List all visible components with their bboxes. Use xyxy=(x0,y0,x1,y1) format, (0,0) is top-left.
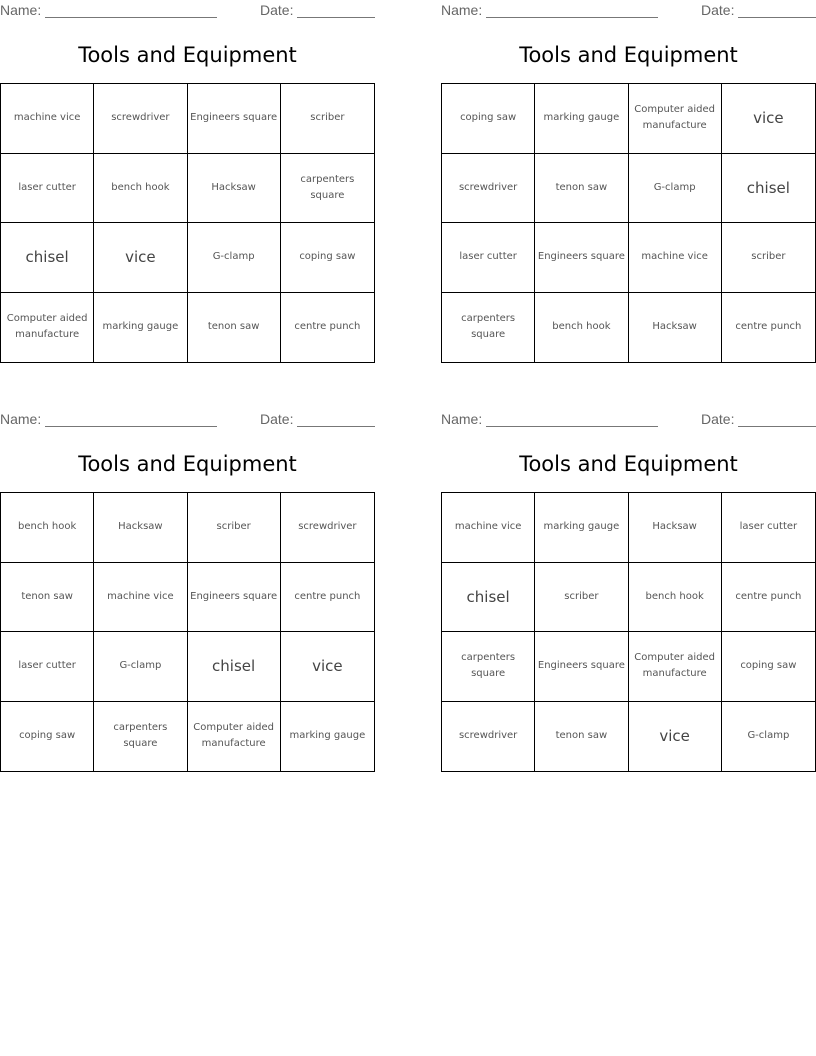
bingo-cell[interactable]: machine vice xyxy=(629,223,722,293)
bingo-cell[interactable]: Hacksaw xyxy=(629,493,722,563)
name-date-line xyxy=(441,2,816,20)
bingo-cell[interactable]: scriber xyxy=(188,493,281,563)
bingo-cell[interactable]: bench hook xyxy=(629,563,722,633)
bingo-cell[interactable]: carpenters square xyxy=(442,293,535,363)
bingo-cell[interactable]: bench hook xyxy=(94,154,187,224)
bingo-cell[interactable]: vice xyxy=(281,632,374,702)
bingo-cell[interactable]: coping saw xyxy=(1,702,94,772)
card-title: Tools and Equipment xyxy=(78,43,297,67)
bingo-cell[interactable]: centre punch xyxy=(735,321,802,333)
name-blank[interactable] xyxy=(45,17,217,18)
bingo-cell[interactable]: centre punch xyxy=(281,563,374,633)
bingo-cell[interactable]: Computer aided manufacture xyxy=(629,84,722,154)
bingo-cell[interactable]: screwdriver xyxy=(281,493,374,563)
name-label: Name: xyxy=(441,2,483,18)
bingo-cell[interactable]: laser cutter xyxy=(442,223,535,293)
name-blank[interactable] xyxy=(486,17,658,18)
bingo-cell[interactable]: Engineers square xyxy=(535,223,628,293)
bingo-cell[interactable]: tenon saw xyxy=(188,293,281,363)
bingo-cell[interactable]: machine vice xyxy=(1,84,94,154)
bingo-cell[interactable]: screwdriver xyxy=(94,84,187,154)
bingo-cell[interactable]: tenon saw xyxy=(1,563,94,633)
card-title: Tools and Equipment xyxy=(78,452,297,476)
date-label: Date: xyxy=(260,2,294,18)
bingo-card xyxy=(441,0,816,341)
bingo-cell[interactable]: chisel xyxy=(442,563,535,633)
bingo-cell[interactable]: marking gauge xyxy=(289,730,366,742)
bingo-grid xyxy=(0,83,375,363)
date-label: Date: xyxy=(701,2,735,18)
bingo-cell[interactable]: Computer aided manufacture xyxy=(629,632,722,702)
date-blank[interactable] xyxy=(297,17,375,18)
bingo-cell[interactable]: Hacksaw xyxy=(629,293,722,363)
name-label: Name: xyxy=(0,411,42,427)
bingo-cell[interactable]: chisel xyxy=(1,223,94,293)
bingo-cell[interactable]: marking gauge xyxy=(535,493,628,563)
date-blank[interactable] xyxy=(738,17,816,18)
bingo-cell[interactable]: centre punch xyxy=(294,321,361,333)
bingo-cell[interactable]: marking gauge xyxy=(535,84,628,154)
bingo-grid xyxy=(441,83,816,363)
bingo-cell[interactable]: vice xyxy=(722,84,815,154)
date-label: Date: xyxy=(260,411,294,427)
name-date-line xyxy=(0,411,375,429)
bingo-grid xyxy=(0,492,375,772)
bingo-cell[interactable]: coping saw xyxy=(281,223,374,293)
bingo-cell[interactable]: laser cutter xyxy=(1,154,94,224)
bingo-cell[interactable]: centre punch xyxy=(722,563,815,633)
bingo-cell[interactable]: machine vice xyxy=(442,493,535,563)
bingo-cell[interactable]: coping saw xyxy=(722,632,815,702)
name-date-line xyxy=(441,411,816,429)
bingo-cell[interactable]: Hacksaw xyxy=(188,154,281,224)
bingo-cell[interactable]: Computer aided manufacture xyxy=(1,293,94,363)
bingo-cell[interactable]: scriber xyxy=(722,223,815,293)
name-blank[interactable] xyxy=(486,426,658,427)
name-date-line xyxy=(0,2,375,20)
bingo-cell[interactable]: carpenters square xyxy=(442,632,535,702)
date-blank[interactable] xyxy=(738,426,816,427)
date-blank[interactable] xyxy=(297,426,375,427)
bingo-cell[interactable]: vice xyxy=(94,223,187,293)
name-blank[interactable] xyxy=(45,426,217,427)
bingo-cell[interactable]: vice xyxy=(629,702,722,772)
bingo-cell[interactable]: scriber xyxy=(535,563,628,633)
bingo-cell[interactable]: machine vice xyxy=(94,563,187,633)
card-title: Tools and Equipment xyxy=(519,43,738,67)
bingo-cell[interactable]: screwdriver xyxy=(442,702,535,772)
bingo-cell[interactable]: laser cutter xyxy=(722,493,815,563)
bingo-cell[interactable]: tenon saw xyxy=(535,154,628,224)
bingo-cell[interactable]: carpenters square xyxy=(94,702,187,772)
bingo-cell[interactable]: Engineers square xyxy=(535,632,628,702)
bingo-cell[interactable]: chisel xyxy=(722,154,815,224)
bingo-card xyxy=(441,409,816,746)
bingo-cell[interactable]: G-clamp xyxy=(188,223,281,293)
bingo-cell[interactable]: Hacksaw xyxy=(94,493,187,563)
bingo-cell[interactable]: laser cutter xyxy=(1,632,94,702)
bingo-cell[interactable]: coping saw xyxy=(442,84,535,154)
bingo-cell[interactable]: carpenters square xyxy=(281,154,374,224)
date-label: Date: xyxy=(701,411,735,427)
bingo-cell[interactable]: Engineers square xyxy=(188,563,281,633)
bingo-cell[interactable]: G-clamp xyxy=(747,730,790,742)
bingo-cell[interactable]: chisel xyxy=(188,632,281,702)
bingo-cell[interactable]: Computer aided manufacture xyxy=(188,702,281,772)
bingo-cell[interactable]: bench hook xyxy=(535,293,628,363)
card-title: Tools and Equipment xyxy=(519,452,738,476)
bingo-card xyxy=(0,0,375,341)
bingo-cell[interactable]: G-clamp xyxy=(94,632,187,702)
bingo-cell[interactable]: bench hook xyxy=(1,493,94,563)
bingo-grid xyxy=(441,492,816,772)
bingo-cell[interactable]: tenon saw xyxy=(535,702,628,772)
bingo-cell[interactable]: marking gauge xyxy=(94,293,187,363)
name-label: Name: xyxy=(441,411,483,427)
bingo-card xyxy=(0,409,375,750)
bingo-cell[interactable]: scriber xyxy=(281,84,374,154)
bingo-cell[interactable]: screwdriver xyxy=(442,154,535,224)
bingo-cell[interactable]: Engineers square xyxy=(188,84,281,154)
name-label: Name: xyxy=(0,2,42,18)
bingo-cell[interactable]: G-clamp xyxy=(629,154,722,224)
